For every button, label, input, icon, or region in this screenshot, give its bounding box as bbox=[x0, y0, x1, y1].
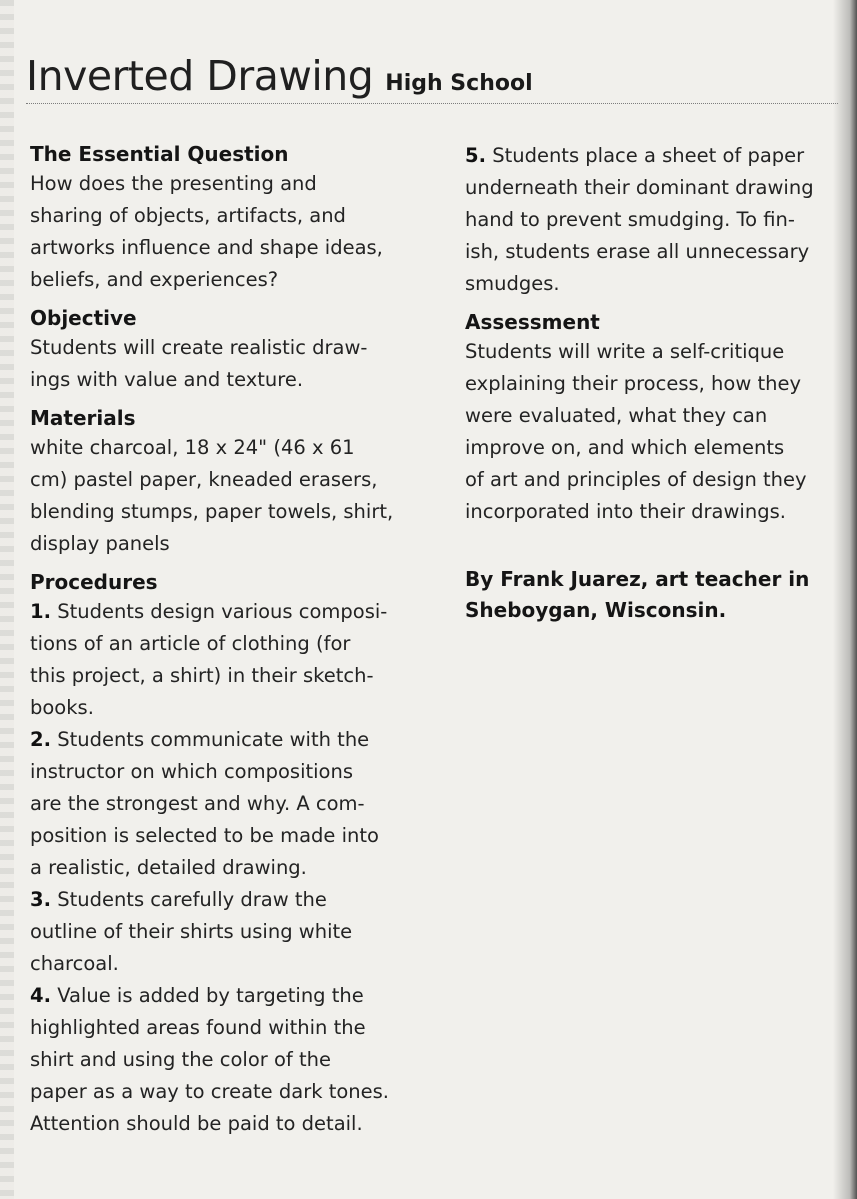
objective-section bbox=[30, 304, 440, 396]
procedures-section bbox=[30, 568, 440, 1140]
page-binding-edge bbox=[0, 0, 14, 1199]
section-text: Students will write a self-critique explaining their process, how they were evaluated, what they can improve on, and which elements of art and principles of design they incorporated into their drawings. bbox=[465, 340, 807, 523]
author-byline: By Frank Juarez, art teacher in Sheboygan, Wisconsin. bbox=[465, 567, 810, 622]
procedures-continued bbox=[465, 140, 853, 300]
right-column bbox=[465, 140, 853, 626]
procedure-step-1: 1. Students design various composi- tions of an article of clothing (for this project, a shirt) in their sketch- books. bbox=[30, 600, 388, 719]
article-header bbox=[26, 52, 840, 100]
assessment-section bbox=[465, 308, 853, 528]
section-heading: Procedures bbox=[30, 570, 158, 594]
materials-section bbox=[30, 404, 440, 560]
essential-question-section bbox=[30, 140, 440, 296]
section-text: How does the presenting and sharing of objects, artifacts, and artworks influence and shape ideas, beliefs, and experiences? bbox=[30, 172, 383, 291]
procedure-step-3: 3. Students carefully draw the outline of their shirts using white charcoal. bbox=[30, 888, 353, 975]
article-title: Inverted Drawing bbox=[26, 52, 374, 100]
section-heading: Materials bbox=[30, 406, 136, 430]
procedure-step-2: 2. Students communicate with the instructor on which compositions are the strongest and why. A com- position is selected to be made into a realistic, detailed drawing. bbox=[30, 728, 379, 879]
grade-level-label: High School bbox=[385, 71, 533, 96]
procedure-step-4: 4. Value is added by targeting the highlighted areas found within the shirt and using the color of the paper as a way to create dark tones. Attention should be paid to detail. bbox=[30, 984, 390, 1135]
section-heading: Assessment bbox=[465, 310, 600, 334]
left-column bbox=[30, 140, 440, 1148]
section-text: white charcoal, 18 x 24" (46 x 61 cm) pastel paper, kneaded erasers, blending stumps, paper towels, shirt, display panels bbox=[30, 436, 394, 555]
section-heading: Objective bbox=[30, 306, 137, 330]
title-divider bbox=[26, 103, 838, 104]
procedure-step-5: 5. Students place a sheet of paper underneath their dominant drawing hand to prevent smudging. To fin- ish, students erase all unnecessary smudges. bbox=[465, 144, 814, 295]
section-heading: The Essential Question bbox=[30, 142, 289, 166]
section-text: Students will create realistic draw- ings with value and texture. bbox=[30, 336, 368, 391]
